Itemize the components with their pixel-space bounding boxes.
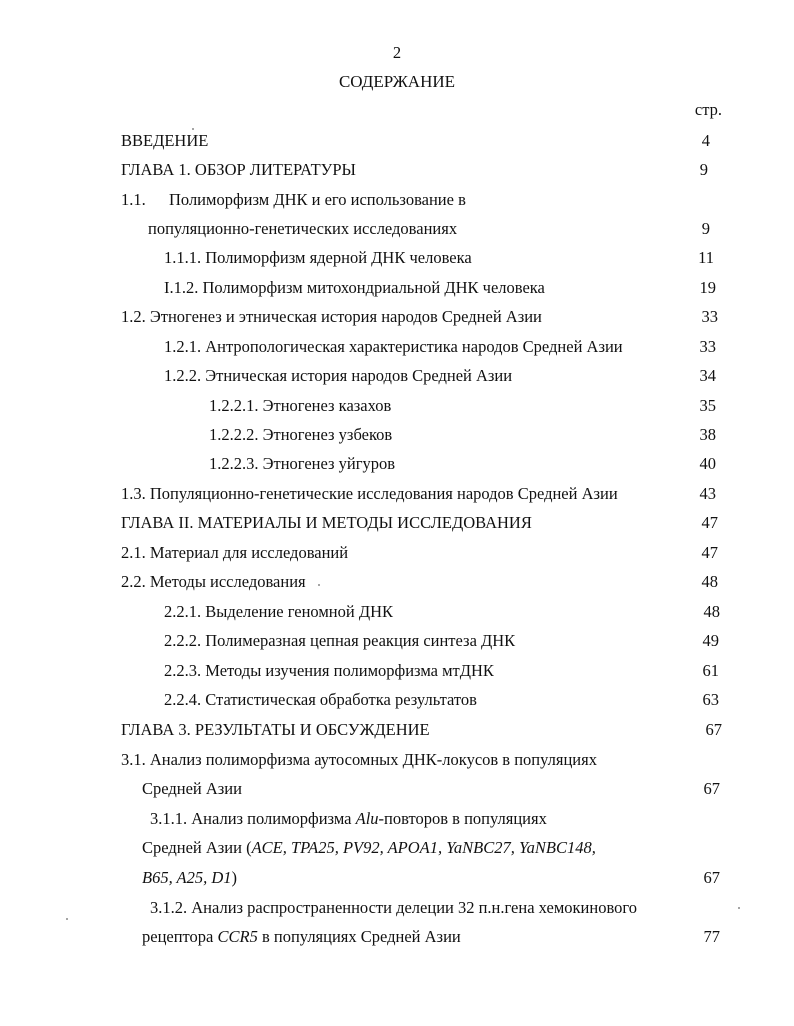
gene-name-italic: Alu xyxy=(355,809,379,828)
toc-entry-page: 63 xyxy=(702,690,719,709)
toc-entry-page: 19 xyxy=(699,278,716,297)
toc-entry-text: 2.2.4. Статистическая обработка результатов xyxy=(164,690,477,709)
scan-speck xyxy=(66,918,68,920)
toc-entry-page: 4 xyxy=(701,131,710,150)
toc-entry-page: 9 xyxy=(699,160,708,179)
gene-list-italic: B65, A25, D1 xyxy=(142,868,232,887)
toc-entry-page: 67 xyxy=(705,720,722,739)
toc-entry-text-continuation: B65, A25, D1) xyxy=(142,868,238,887)
gene-list-italic: ACE, TPA25, PV92, APOA1, YaNBC27, YaNBC148, xyxy=(251,838,596,857)
page-title: СОДЕРЖАНИЕ xyxy=(338,72,456,91)
toc-entry-page: 77 xyxy=(703,927,720,946)
toc-entry-text: 2.2.2. Полимеразная цепная реакция синтеза ДНК xyxy=(164,631,516,650)
toc-entry-text: 2.2. Методы исследования xyxy=(121,572,306,591)
toc-entry-page: 40 xyxy=(699,454,716,473)
toc-entry-page: 49 xyxy=(702,631,719,650)
toc-entry-text: 3.1.2. Анализ распространенности делеции 32 п.н.гена хемокинового xyxy=(150,898,637,917)
toc-entry-page: 38 xyxy=(699,425,716,444)
toc-entry-text: I.1.2. Полиморфизм митохондриальной ДНК человека xyxy=(164,278,545,297)
toc-entry-text: 3.1. Анализ полиморфизма аутосомных ДНК-локусов в популяциях xyxy=(121,750,597,769)
toc-entry-page: 48 xyxy=(701,572,718,591)
toc-entry-text-continuation: Средней Азии (ACE, TPA25, PV92, APOA1, YaNBC27, YaNBC148, xyxy=(142,838,596,857)
toc-entry-page: 35 xyxy=(699,396,716,415)
scan-speck xyxy=(738,907,740,909)
toc-entry-page: 9 xyxy=(701,219,710,238)
toc-entry-text: 3.1.1. Анализ полиморфизма Alu-повторов в популяциях xyxy=(150,809,547,828)
toc-entry-page: 67 xyxy=(703,868,720,887)
toc-entry-text-continuation: Средней Азии xyxy=(142,779,242,798)
toc-entry-page: 47 xyxy=(701,543,718,562)
toc-entry-page: 61 xyxy=(702,661,719,680)
page-column-header: стр. xyxy=(694,100,722,119)
toc-entry-page: 33 xyxy=(701,307,718,326)
toc-entry-text: 2.2.3. Методы изучения полиморфизма мтДНК xyxy=(164,661,494,680)
toc-entry-page: 43 xyxy=(699,484,716,503)
toc-entry-number: 1.1. xyxy=(121,190,146,209)
toc-entry-page: 11 xyxy=(698,248,714,267)
toc-entry-text: 1.2.2.2. Этногенез узбеков xyxy=(209,425,393,444)
toc-entry-text: 1.3. Популяционно-генетические исследования народов Средней Азии xyxy=(121,484,618,503)
toc-entry-text: ВВЕДЕНИЕ xyxy=(121,131,209,150)
toc-entry-text: ГЛАВА II. МАТЕРИАЛЫ И МЕТОДЫ ИССЛЕДОВАНИЯ xyxy=(121,513,532,532)
toc-entry-page: 33 xyxy=(699,337,716,356)
toc-entry-text-continuation: популяционно-генетических исследованиях xyxy=(148,219,458,238)
toc-entry-text: ГЛАВА 3. РЕЗУЛЬТАТЫ И ОБСУЖДЕНИЕ xyxy=(121,720,430,739)
toc-entry-page: 47 xyxy=(701,513,718,532)
gene-name-italic: CCR5 xyxy=(217,927,258,946)
scan-speck xyxy=(192,128,194,130)
toc-entry-text: 1.2.2.1. Этногенез казахов xyxy=(209,396,392,415)
toc-entry-page: 67 xyxy=(703,779,720,798)
toc-entry-page: 48 xyxy=(703,602,720,621)
toc-entry-text: 1.2. Этногенез и этническая история народов Средней Азии xyxy=(121,307,542,326)
toc-entry-text: Полиморфизм ДНК и его использование в xyxy=(169,190,466,209)
page-number: 2 xyxy=(392,43,402,62)
toc-entry-text-continuation: рецептора CCR5 в популяциях Средней Азии xyxy=(142,927,461,946)
toc-entry-page: 34 xyxy=(699,366,716,385)
toc-entry-text: 1.2.2.3. Этногенез уйгуров xyxy=(209,454,396,473)
toc-entry-text: 2.1. Материал для исследований xyxy=(121,543,349,562)
scan-speck xyxy=(318,584,320,586)
toc-entry-text: ГЛАВА 1. ОБЗОР ЛИТЕРАТУРЫ xyxy=(121,160,356,179)
toc-entry-text: 1.2.1. Антропологическая характеристика народов Средней Азии xyxy=(164,337,623,356)
toc-entry-text: 2.2.1. Выделение геномной ДНК xyxy=(164,602,394,621)
toc-entry-text: 1.1.1. Полиморфизм ядерной ДНК человека xyxy=(164,248,472,267)
toc-entry-text: 1.2.2. Этническая история народов Средней Азии xyxy=(164,366,513,385)
